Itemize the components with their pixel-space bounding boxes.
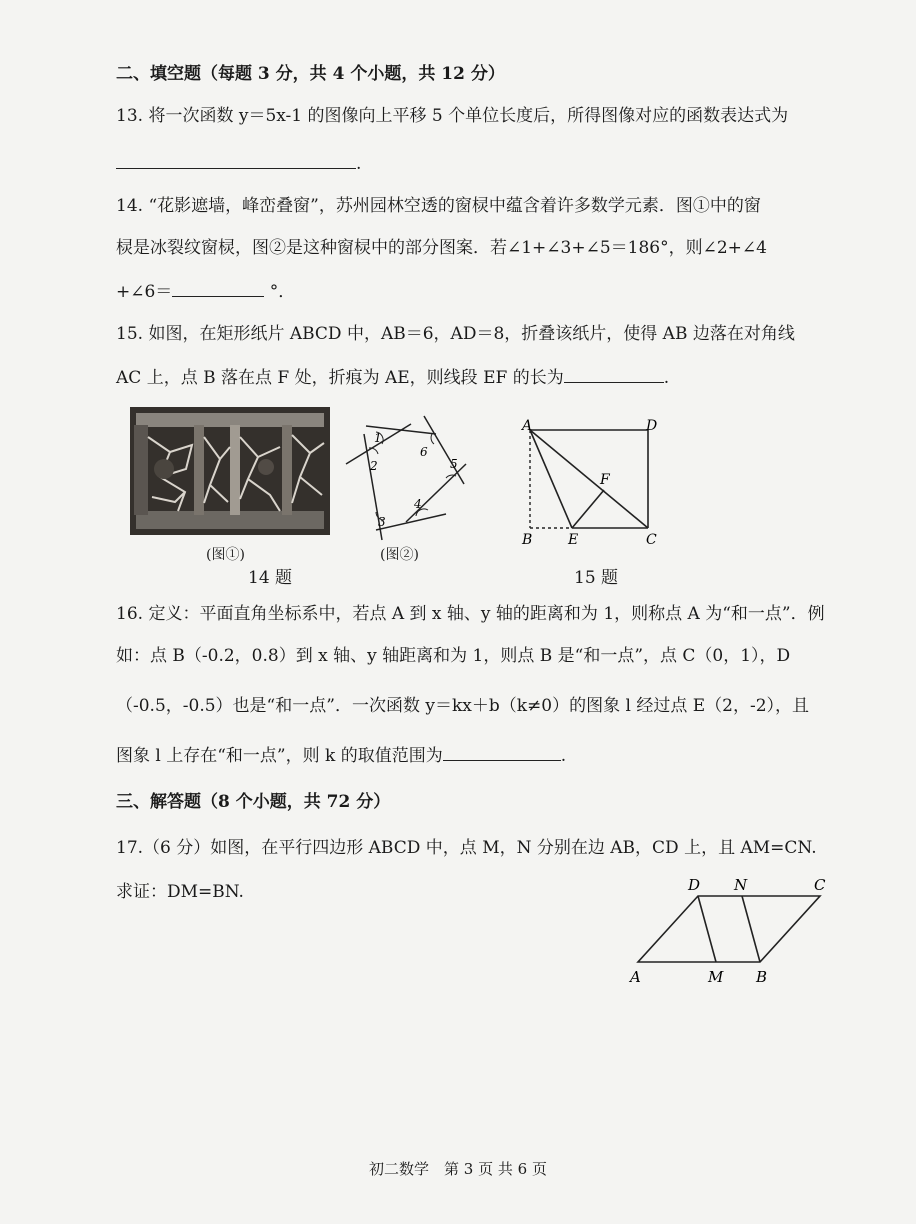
q14-degree: °． — [269, 282, 296, 302]
fig2-caption: (图②) — [380, 547, 419, 563]
fig2-angle-5: 5 — [450, 457, 458, 471]
fig17-parallelogram — [620, 874, 840, 992]
q16-answer-blank[interactable] — [443, 742, 561, 761]
fig2-angle-3: 3 — [378, 515, 386, 529]
fig17-point-a: A — [630, 968, 641, 986]
q16-line4 — [116, 742, 566, 768]
q13-line1: 13. 将一次函数 y＝5x-1 的图像向上平移 5 个单位长度后，所得图像对应的函数表达式为 — [116, 106, 789, 126]
fig17-point-c: C — [814, 876, 826, 894]
q16-period: . — [560, 746, 567, 766]
fig17-point-d: D — [688, 876, 701, 894]
fig17-point-m: M — [708, 968, 724, 986]
q17-line1: 17.（6 分）如图，在平行四边形 ABCD 中，点 M，N 分别在边 AB，CD 上，且 AM=CN. — [116, 838, 817, 858]
fig15-point-a: A — [522, 418, 533, 434]
fig17-point-n: N — [734, 876, 748, 894]
q15-line2 — [116, 364, 669, 390]
q13-line2 — [116, 150, 361, 176]
q15-answer-blank[interactable] — [564, 364, 664, 383]
q16-line3: （-0.5，-0.5）也是“和一点”．一次函数 y＝kx＋b（k≠0）的图象 l 经过点 E（2，-2），且 — [116, 696, 810, 716]
q16-line1: 16. 定义：平面直角坐标系中，若点 A 到 x 轴、y 轴的距离和为 1，则称点 A 为“和一点”．例 — [116, 604, 825, 624]
q16-text: 图象 l 上存在“和一点”，则 k 的取值范围为 — [116, 746, 443, 766]
q15-period: . — [663, 368, 670, 388]
q13-period: . — [356, 154, 362, 174]
page-footer: 初二数学 第 3 页 共 6 页 — [369, 1160, 547, 1178]
q15-line1: 15. 如图，在矩形纸片 ABCD 中，AB＝6，AD＝8，折叠该纸片，使得 AB 边落在对角线 — [116, 324, 795, 344]
q14-figure-label: 14 题 — [248, 568, 293, 588]
q15-text: AC 上，点 B 落在点 F 处，折痕为 AE，则线段 EF 的长为 — [116, 368, 564, 388]
q15-figure-label: 15 题 — [574, 568, 619, 588]
fig2-angle-1: 1 — [374, 431, 382, 445]
fig15-point-f: F — [600, 472, 610, 488]
q16-line2: 如：点 B（-0.2，0.8）到 x 轴、y 轴距离和为 1，则点 B 是“和一点”，点 C（0，1），D — [116, 646, 791, 666]
q14-line3 — [116, 278, 295, 304]
fig2-angle-2: 2 — [370, 459, 378, 473]
lattice-window-photo — [130, 407, 330, 535]
fig2-lattice-pattern — [336, 404, 476, 544]
q14-line1: 14. “花影遮墙，峰峦叠窗”，苏州园林空透的窗棂中蕴含着许多数学元素．图①中的窗 — [116, 196, 761, 216]
fig15-point-c: C — [646, 532, 657, 548]
fig15-rectangle-fold — [516, 416, 666, 552]
section2-heading: 二、填空题（每题 3 分，共 4 个小题，共 12 分） — [116, 64, 505, 84]
q13-answer-blank[interactable] — [116, 150, 356, 169]
q14-line2: 棂是冰裂纹窗棂，图②是这种窗棂中的部分图案．若∠1+∠3+∠5＝186°，则∠2+∠4 — [116, 238, 767, 258]
fig15-point-b: B — [522, 532, 533, 548]
section3-heading: 三、解答题（8 个小题，共 72 分） — [116, 792, 391, 812]
fig15-point-e: E — [568, 532, 579, 548]
fig15-point-d: D — [646, 418, 658, 434]
fig2-angle-4: 4 — [414, 497, 422, 511]
q14-expr: +∠6＝ — [116, 282, 173, 302]
fig1-caption: (图①) — [206, 547, 245, 563]
fig17-point-b: B — [756, 968, 768, 986]
q17-line2: 求证：DM=BN. — [116, 882, 244, 902]
fig2-angle-6: 6 — [420, 445, 428, 459]
q14-answer-blank[interactable] — [172, 278, 264, 297]
